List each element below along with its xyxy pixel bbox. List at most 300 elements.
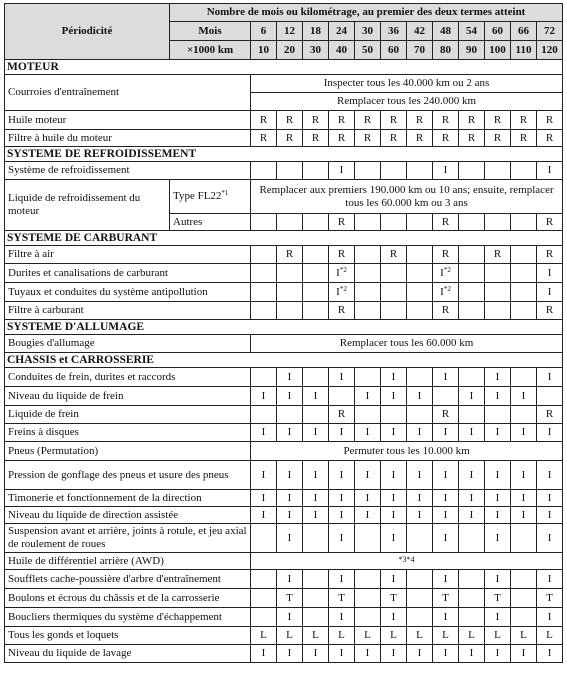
month-6: 6 [251, 22, 277, 41]
km-header: ×1000 km [170, 41, 251, 60]
cell: R [355, 130, 381, 147]
cell [407, 214, 433, 231]
cell [407, 406, 433, 424]
cell: R [381, 111, 407, 130]
interval-header: Nombre de mois ou kilométrage, au premier des deux termes atteint [170, 4, 563, 22]
cell: I [277, 490, 303, 507]
table-header [5, 4, 563, 60]
cell [329, 387, 355, 406]
cell: I [433, 490, 459, 507]
cell: I [537, 162, 563, 180]
mois-header: Mois [170, 22, 251, 41]
cell [459, 246, 485, 264]
cell: R [329, 130, 355, 147]
cell [251, 368, 277, 387]
cell [511, 524, 537, 553]
cell [485, 264, 511, 283]
km-100: 100 [485, 41, 511, 60]
cell: I [381, 507, 407, 524]
km-90: 90 [459, 41, 485, 60]
table-row [5, 553, 563, 570]
table-row [5, 461, 563, 490]
cell: R [277, 246, 303, 264]
cell [511, 264, 537, 283]
cell: $I^{*2}$ [433, 283, 459, 302]
cell: R [485, 111, 511, 130]
cell: L [511, 627, 537, 645]
item-label: Boulons et écrous du châssis et de la carrosserie [5, 589, 251, 608]
cell: R [433, 302, 459, 320]
cell [459, 162, 485, 180]
item-label: Tous les gonds et loquets [5, 627, 251, 645]
cell: I [277, 387, 303, 406]
section-title: MOTEUR [5, 60, 563, 75]
cell [459, 302, 485, 320]
km-70: 70 [407, 41, 433, 60]
cell: I [485, 387, 511, 406]
month-48: 48 [433, 22, 459, 41]
cell: I [537, 645, 563, 663]
table-row [5, 507, 563, 524]
table-row [5, 162, 563, 180]
section-row [5, 60, 563, 75]
cell: L [303, 627, 329, 645]
cell: I [485, 490, 511, 507]
table-row [5, 524, 563, 553]
cell: I [433, 645, 459, 663]
cell [459, 570, 485, 589]
cell [407, 608, 433, 627]
cell: I [433, 368, 459, 387]
cell: I [537, 283, 563, 302]
table-body [5, 60, 563, 663]
cell [303, 608, 329, 627]
cell [355, 589, 381, 608]
cell: R [537, 111, 563, 130]
cell [355, 264, 381, 283]
cell [407, 162, 433, 180]
cell: I [485, 524, 511, 553]
cell [459, 264, 485, 283]
cell: I [381, 461, 407, 490]
cell [407, 589, 433, 608]
cell [511, 608, 537, 627]
cell: I [355, 507, 381, 524]
item-label: Niveau du liquide de lavage [5, 645, 251, 663]
cell: I [381, 387, 407, 406]
cell: I [459, 387, 485, 406]
month-18: 18 [303, 22, 329, 41]
cell: R [485, 130, 511, 147]
item-label: Niveau du liquide de frein [5, 387, 251, 406]
cell [277, 162, 303, 180]
cell: I [381, 608, 407, 627]
km-50: 50 [355, 41, 381, 60]
item-label: Pression de gonflage des pneus et usure des pneus [5, 461, 251, 490]
cell: R [537, 130, 563, 147]
cell [277, 302, 303, 320]
cell: R [485, 246, 511, 264]
cell [511, 368, 537, 387]
cell: R [303, 130, 329, 147]
cell [355, 246, 381, 264]
cell: I [433, 162, 459, 180]
cell: I [537, 608, 563, 627]
item-label: Liquide de frein [5, 406, 251, 424]
cell: L [407, 627, 433, 645]
cell: I [407, 461, 433, 490]
cell [355, 283, 381, 302]
interval-text: Remplacer tous les 60.000 km [251, 335, 563, 353]
cell: R [511, 111, 537, 130]
month-30: 30 [355, 22, 381, 41]
item-label: Bougies d'allumage [5, 335, 251, 353]
table-row [5, 264, 563, 283]
cell [251, 302, 277, 320]
cell: I [251, 424, 277, 442]
interval-text: Remplacer tous les 240.000 km [251, 93, 563, 111]
cell [511, 589, 537, 608]
cell: L [537, 627, 563, 645]
cell [381, 162, 407, 180]
cell: I [303, 387, 329, 406]
item-label: Tuyaux et conduites du système antipollution [5, 283, 251, 302]
cell [251, 589, 277, 608]
cell [407, 368, 433, 387]
cell: T [485, 589, 511, 608]
cell: I [537, 368, 563, 387]
cell: I [329, 368, 355, 387]
cell [251, 214, 277, 231]
cell: I [329, 645, 355, 663]
cell: I [329, 507, 355, 524]
cell [459, 608, 485, 627]
item-label: Filtre à carburant [5, 302, 251, 320]
cell: I [537, 490, 563, 507]
table-row [5, 111, 563, 130]
cell [511, 214, 537, 231]
cell: I [329, 162, 355, 180]
cell: I [329, 608, 355, 627]
cell [537, 387, 563, 406]
table-row [5, 589, 563, 608]
cell: I [537, 570, 563, 589]
month-24: 24 [329, 22, 355, 41]
table-row [5, 406, 563, 424]
cell: I [407, 645, 433, 663]
cell: I [511, 461, 537, 490]
cell: I [511, 507, 537, 524]
cell: I [277, 570, 303, 589]
cell: $I^{*2}$ [433, 264, 459, 283]
cell [355, 524, 381, 553]
item-label: Pneus (Permutation) [5, 442, 251, 461]
cell: I [485, 507, 511, 524]
cell: I [355, 387, 381, 406]
cell: T [537, 589, 563, 608]
cell: I [485, 461, 511, 490]
cell: R [511, 130, 537, 147]
cell: I [355, 461, 381, 490]
cell: L [251, 627, 277, 645]
cell: I [537, 264, 563, 283]
cell: I [277, 461, 303, 490]
cell: R [381, 246, 407, 264]
cell: I [537, 424, 563, 442]
cell: I [329, 424, 355, 442]
cell: I [459, 424, 485, 442]
item-label: Durites et canalisations de carburant [5, 264, 251, 283]
cell: I [251, 490, 277, 507]
cell [407, 524, 433, 553]
coolant-type-fl22: Type FL22$^{*1}$ [170, 180, 251, 214]
cell [277, 264, 303, 283]
table-row [5, 608, 563, 627]
cell: R [433, 111, 459, 130]
cell [381, 283, 407, 302]
cell [459, 283, 485, 302]
cell [381, 302, 407, 320]
section-title: SYSTEME DE REFROIDISSEMENT [5, 147, 563, 162]
cell: I [407, 387, 433, 406]
km-120: 120 [537, 41, 563, 60]
cell: I [381, 490, 407, 507]
item-label: Liquide de refroidissement du moteur [5, 180, 170, 231]
cell [407, 570, 433, 589]
section-row [5, 231, 563, 246]
cell [251, 264, 277, 283]
section-title: SYSTEME D'ALLUMAGE [5, 320, 563, 335]
cell: I [329, 490, 355, 507]
cell: R [277, 111, 303, 130]
cell: I [329, 524, 355, 553]
cell [511, 283, 537, 302]
cell: R [329, 214, 355, 231]
table-row [5, 283, 563, 302]
cell: R [355, 111, 381, 130]
cell [459, 214, 485, 231]
km-20: 20 [277, 41, 303, 60]
cell [303, 570, 329, 589]
cell [277, 406, 303, 424]
table-row [5, 570, 563, 589]
cell: I [433, 424, 459, 442]
item-label: Filtre à air [5, 246, 251, 264]
cell: R [537, 214, 563, 231]
month-36: 36 [381, 22, 407, 41]
cell: L [355, 627, 381, 645]
cell: R [433, 214, 459, 231]
cell [277, 283, 303, 302]
cell: I [511, 490, 537, 507]
cell: I [433, 524, 459, 553]
cell: I [511, 424, 537, 442]
cell [355, 162, 381, 180]
cell: L [277, 627, 303, 645]
cell: I [329, 461, 355, 490]
table-row [5, 335, 563, 353]
item-label: Timonerie et fonctionnement de la direction [5, 490, 251, 507]
cell [355, 302, 381, 320]
table-row [5, 627, 563, 645]
table-row [5, 424, 563, 442]
cell [381, 214, 407, 231]
cell [511, 406, 537, 424]
cell: R [537, 246, 563, 264]
cell: I [407, 507, 433, 524]
cell: L [459, 627, 485, 645]
periodicite-header: Périodicité [5, 4, 170, 60]
cell [407, 302, 433, 320]
table-row [5, 246, 563, 264]
cell [303, 283, 329, 302]
cell: I [381, 524, 407, 553]
km-60: 60 [381, 41, 407, 60]
cell: I [485, 608, 511, 627]
cell [355, 570, 381, 589]
table-row [5, 442, 563, 461]
cell: T [381, 589, 407, 608]
cell: I [355, 424, 381, 442]
cell: I [303, 507, 329, 524]
table-row [5, 180, 563, 214]
cell [251, 608, 277, 627]
cell: I [459, 461, 485, 490]
item-label: Courroies d'entraînement [5, 75, 251, 111]
cell [485, 302, 511, 320]
cell [459, 589, 485, 608]
item-label: Freins à disques [5, 424, 251, 442]
cell [485, 162, 511, 180]
maintenance-schedule-table [4, 3, 563, 663]
cell [381, 406, 407, 424]
cell: R [329, 111, 355, 130]
cell [303, 264, 329, 283]
cell: T [433, 589, 459, 608]
cell: I [329, 570, 355, 589]
cell [251, 283, 277, 302]
cell: I [355, 490, 381, 507]
cell: I [381, 368, 407, 387]
cell [303, 524, 329, 553]
table-row [5, 75, 563, 93]
coolant-type-other: Autres [170, 214, 251, 231]
cell [355, 406, 381, 424]
cell: I [277, 608, 303, 627]
interval-text: Inspecter tous les 40.000 km ou 2 ans [251, 75, 563, 93]
cell [407, 283, 433, 302]
cell [511, 162, 537, 180]
cell: I [277, 424, 303, 442]
cell: I [485, 645, 511, 663]
km-80: 80 [433, 41, 459, 60]
cell: I [251, 645, 277, 663]
cell: I [277, 645, 303, 663]
cell: R [277, 130, 303, 147]
cell: I [303, 424, 329, 442]
cell: $I^{*2}$ [329, 264, 355, 283]
cell: L [329, 627, 355, 645]
cell: I [485, 424, 511, 442]
cell: I [303, 645, 329, 663]
cell [485, 406, 511, 424]
cell: I [537, 461, 563, 490]
cell: R [459, 130, 485, 147]
table-row [5, 302, 563, 320]
cell: R [537, 302, 563, 320]
section-row [5, 147, 563, 162]
cell [277, 214, 303, 231]
cell: I [407, 490, 433, 507]
cell: L [381, 627, 407, 645]
cell [303, 406, 329, 424]
cell: I [459, 490, 485, 507]
cell: I [459, 507, 485, 524]
month-42: 42 [407, 22, 433, 41]
interval-text: Permuter tous les 10.000 km [251, 442, 563, 461]
cell: R [251, 130, 277, 147]
section-row [5, 320, 563, 335]
cell: R [303, 111, 329, 130]
cell [303, 214, 329, 231]
cell [251, 246, 277, 264]
cell: I [355, 645, 381, 663]
table-row [5, 387, 563, 406]
month-66: 66 [511, 22, 537, 41]
cell [459, 368, 485, 387]
month-12: 12 [277, 22, 303, 41]
cell [407, 264, 433, 283]
cell: R [433, 130, 459, 147]
cell: I [251, 507, 277, 524]
item-label: Huile de différentiel arrière (AWD) [5, 553, 251, 570]
table-row [5, 368, 563, 387]
cell [355, 368, 381, 387]
cell: I [251, 461, 277, 490]
cell: I [485, 368, 511, 387]
cell [251, 406, 277, 424]
cell: I [433, 507, 459, 524]
section-title: CHASSIS et CARROSSERIE [5, 353, 563, 368]
cell: I [277, 507, 303, 524]
cell [433, 387, 459, 406]
cell: I [277, 524, 303, 553]
cell [511, 302, 537, 320]
cell: I [537, 524, 563, 553]
cell [303, 246, 329, 264]
cell [251, 524, 277, 553]
item-label: Huile moteur [5, 111, 251, 130]
km-40: 40 [329, 41, 355, 60]
cell: T [277, 589, 303, 608]
cell: I [303, 461, 329, 490]
cell: I [381, 570, 407, 589]
km-10: 10 [251, 41, 277, 60]
cell [303, 302, 329, 320]
cell: I [459, 645, 485, 663]
cell: R [433, 406, 459, 424]
cell [381, 264, 407, 283]
cell: I [511, 387, 537, 406]
cell: R [251, 111, 277, 130]
cell: I [537, 507, 563, 524]
cell: I [511, 645, 537, 663]
cell [303, 162, 329, 180]
cell [485, 214, 511, 231]
cell: $I^{*2}$ [329, 283, 355, 302]
cell: R [329, 302, 355, 320]
cell: R [407, 130, 433, 147]
